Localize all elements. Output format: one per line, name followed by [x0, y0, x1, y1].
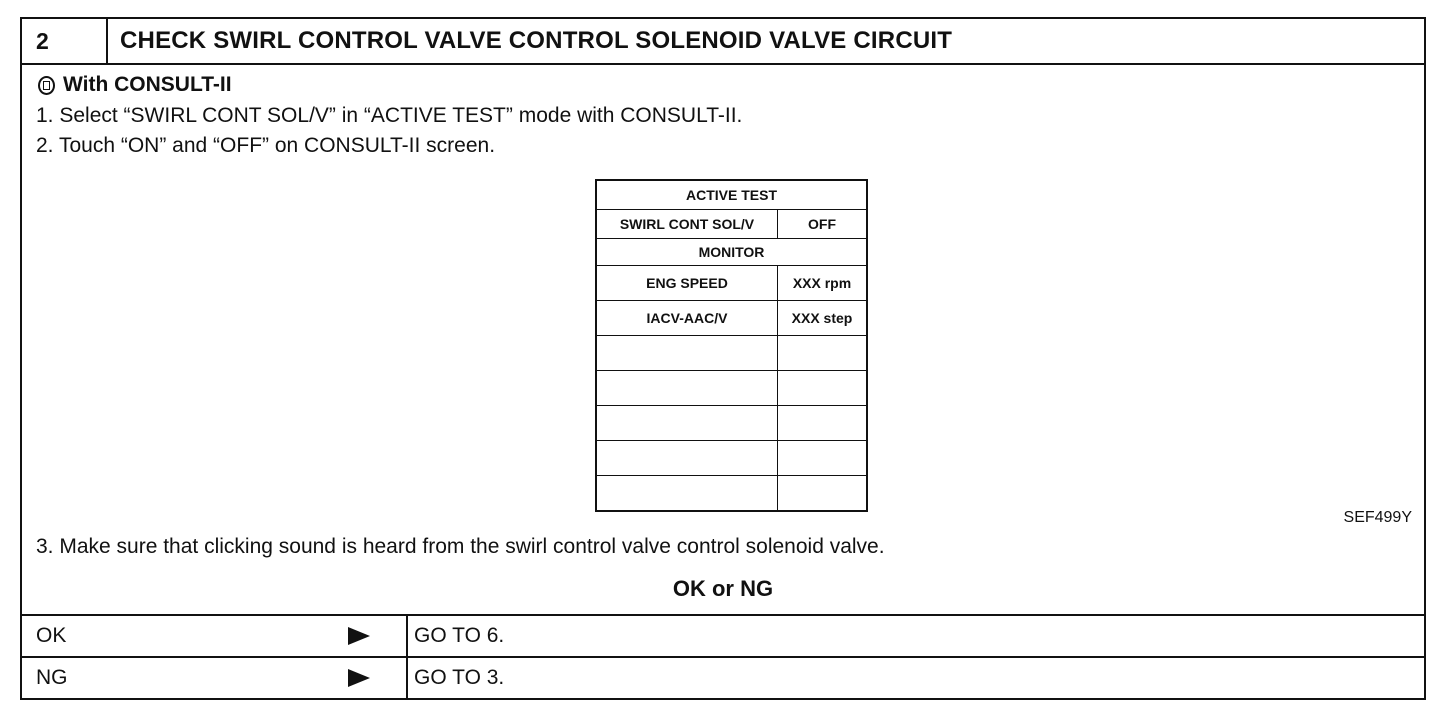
- step-1-text: 1. Select “SWIRL CONT SOL/V” in “ACTIVE TEST” mode with CONSULT-II.: [36, 104, 743, 127]
- step-header: [22, 19, 1424, 65]
- monitor-row: [597, 266, 866, 301]
- active-test-value: OFF: [808, 216, 836, 232]
- screen-title-label: ACTIVE TEST: [685, 187, 777, 203]
- screen-title: [597, 181, 866, 210]
- step-3-text: 3. Make sure that clicking sound is heard from the swirl control valve control solenoid valve.: [36, 535, 885, 558]
- arrow-right-icon: [348, 669, 370, 687]
- result-action: GO TO 6.: [414, 624, 505, 647]
- consult-screen-figure: [595, 179, 868, 512]
- step-number: 2: [22, 19, 108, 63]
- monitor-empty-row: [597, 371, 866, 406]
- monitor-value: XXX rpm: [792, 275, 852, 291]
- monitor-empty-row: [597, 441, 866, 476]
- monitor-value: XXX step: [791, 310, 853, 326]
- figure-code: SEF499Y: [1343, 509, 1412, 526]
- monitor-title: [597, 239, 866, 266]
- result-row-ng: [22, 656, 1424, 700]
- monitor-empty-row: [597, 476, 866, 510]
- step-2-text: 2. Touch “ON” and “OFF” on CONSULT-II screen.: [36, 134, 496, 157]
- result-label: OK: [36, 624, 67, 647]
- result-row-ok: [22, 614, 1424, 656]
- result-label: NG: [36, 666, 68, 689]
- arrow-right-icon: [348, 627, 370, 645]
- monitor-row: [597, 301, 866, 336]
- consult-heading-label: With CONSULT-II: [63, 73, 232, 96]
- monitor-empty-row: [597, 336, 866, 371]
- step-title: CHECK SWIRL CONTROL VALVE CONTROL SOLENOID VALVE CIRCUIT: [120, 27, 953, 54]
- monitor-item: IACV-AAC/V: [646, 310, 728, 326]
- result-action: GO TO 3.: [414, 666, 505, 689]
- monitor-item: ENG SPEED: [646, 275, 728, 291]
- judgement-heading: OK or NG: [672, 576, 774, 601]
- consult-tool-icon: [38, 76, 55, 95]
- active-test-row: [597, 210, 866, 239]
- monitor-empty-row: [597, 406, 866, 441]
- active-test-item: SWIRL CONT SOL/V: [619, 216, 755, 232]
- consult-heading: [38, 73, 232, 97]
- procedure-table: [20, 17, 1426, 700]
- monitor-title-label: MONITOR: [698, 244, 765, 260]
